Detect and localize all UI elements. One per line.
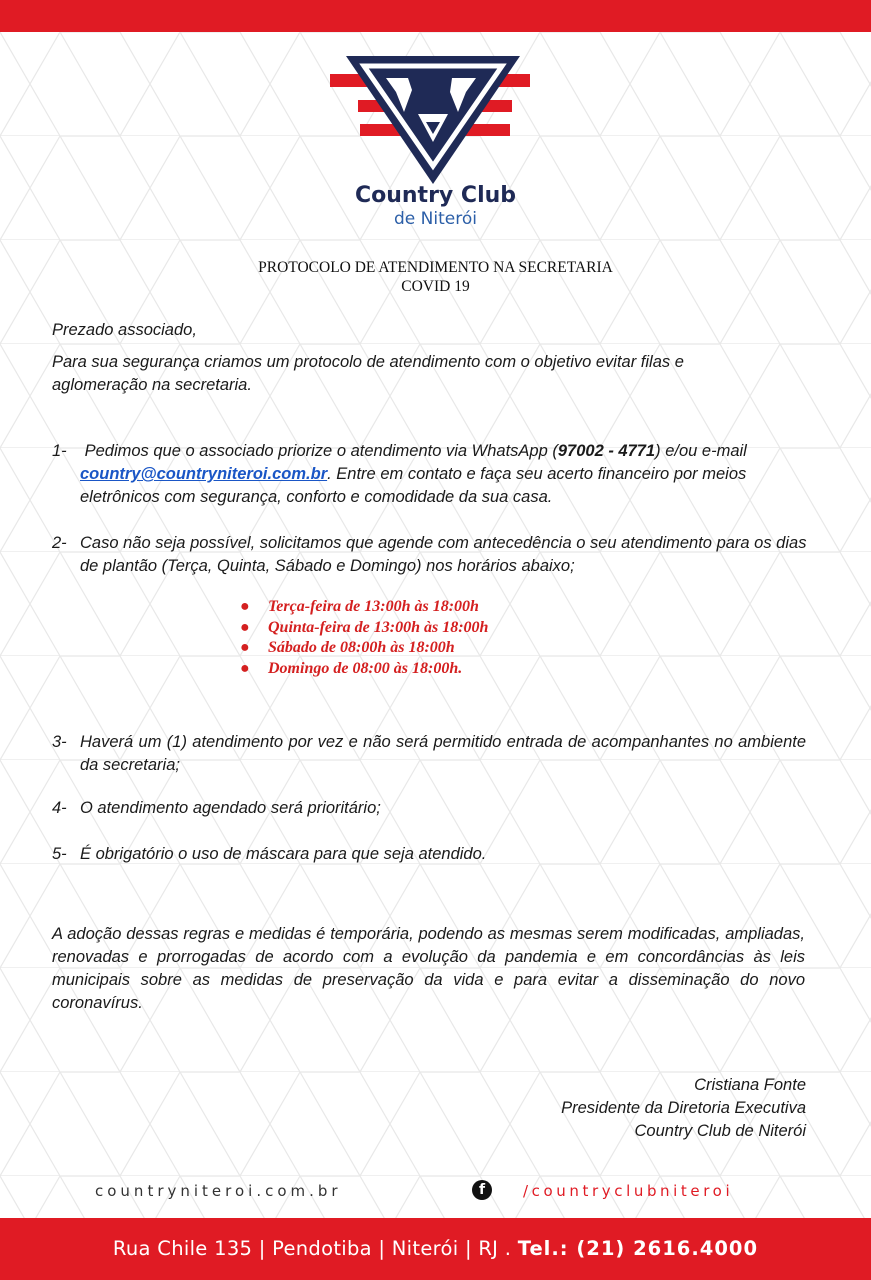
schedule-list (240, 597, 488, 679)
social-handle-link[interactable]: /countryclubniteroi (523, 1182, 734, 1200)
item-1-text (80, 440, 808, 509)
item-3-number: 3- (52, 733, 67, 751)
schedule-item: ● Terça-feira de 13:00h às 18:00h (240, 598, 479, 615)
facebook-icon[interactable]: f (472, 1180, 492, 1200)
website-link[interactable]: countryniteroi.com.br (95, 1182, 342, 1200)
closing-paragraph: A adoção dessas regras e medidas é temporária, podendo as mesmas serem modificadas, ampliadas, renovadas e prorrogadas de acordo com a evolução da pandemia e em concordâncias às leis municipais sobre as medidas de preservação da vida e para evitar a disseminação do novo coronavírus. (52, 925, 805, 1012)
title-line-1: PROTOCOLO DE ATENDIMENTO NA SECRETARIA (258, 259, 613, 276)
schedule-item: ● Sábado de 08:00h às 18:00h (240, 639, 455, 656)
signature-role: Presidente da Diretoria Executiva (561, 1099, 806, 1117)
item-4-text: O atendimento agendado será prioritário; (80, 799, 381, 817)
item-1-mid: ) e/ou e-mail (655, 442, 747, 460)
schedule-item: ● Domingo de 08:00 às 18:00h. (240, 659, 463, 677)
signature-name: Cristiana Fonte (694, 1076, 806, 1094)
item-1-number: 1- (52, 442, 67, 460)
item-5-text: É obrigatório o uso de máscara para que seja atendido. (80, 845, 487, 863)
brand-sub: de Niterói (394, 209, 477, 229)
signature-org: Country Club de Niterói (634, 1122, 806, 1140)
brand-name: Country Club (354, 183, 517, 208)
item-5-number: 5- (52, 845, 67, 863)
schedule-item: ● Quinta-feira de 13:00h às 18:00h (240, 618, 489, 636)
greeting: Prezado associado, (52, 321, 197, 339)
item-2-number: 2- (52, 534, 67, 552)
logo-text (0, 183, 871, 229)
address-line (0, 1236, 871, 1262)
item-1-after: . Entre em contato e faça seu acerto financeiro por meios eletrônicos com segurança, conforto e comodidade da sua casa. (80, 465, 747, 506)
item-4-number: 4- (52, 799, 67, 817)
address: Rua Chile 135 | Pendotiba | Niterói | RJ . (112, 1237, 518, 1260)
item-1-before: Pedimos que o associado priorize o atendimento via WhatsApp ( (84, 442, 558, 460)
whatsapp-number: 97002 - 4771 (557, 442, 656, 460)
telephone[interactable]: Tel.: (21) 2616.4000 (517, 1237, 759, 1260)
item-2-text: Caso não seja possível, solicitamos que agende com antecedência o seu atendimento para os dias de plantão (Terça, Quinta, Sábado e Domingo) nos horários abaixo; (80, 534, 807, 575)
signature-block (430, 1074, 806, 1143)
title-line-2: COVID 19 (401, 278, 470, 295)
top-red-bar (0, 0, 871, 32)
item-3-text: Haverá um (1) atendimento por vez e não será permitido entrada de acompanhantes no ambiente da secretaria; (80, 733, 806, 774)
intro-paragraph: Para sua segurança criamos um protocolo de atendimento com o objetivo evitar filas e aglomeração na secretaria. (52, 353, 684, 394)
document-title (0, 258, 871, 296)
email-link[interactable]: country@countryniteroi.com.br (80, 465, 328, 483)
